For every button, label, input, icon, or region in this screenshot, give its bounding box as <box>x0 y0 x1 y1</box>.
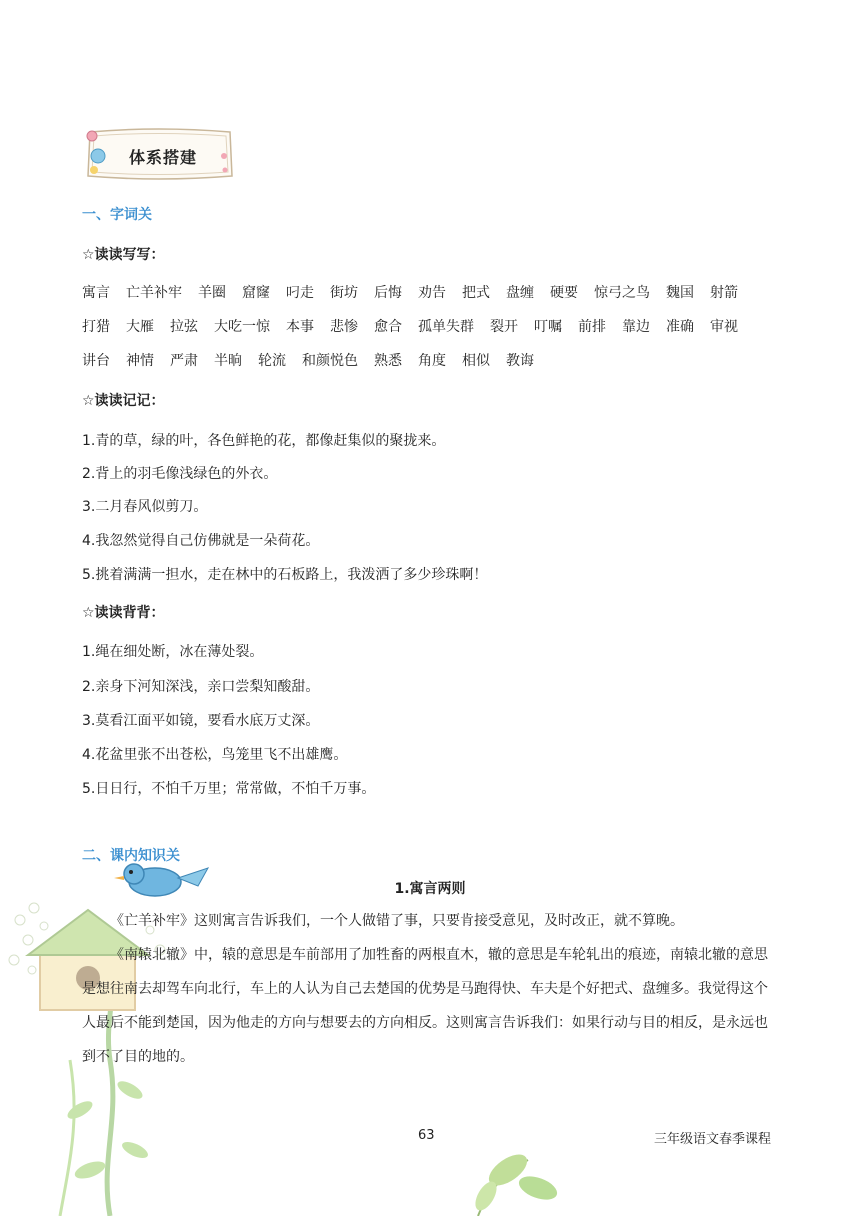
vocab-word: 魏国 <box>666 285 694 301</box>
vocab-word: 角度 <box>418 353 446 369</box>
vocab-word: 硬要 <box>550 285 578 301</box>
vocab-word: 神情 <box>126 353 154 369</box>
read-remember-label: ☆读读记记： <box>82 393 165 409</box>
vocab-word: 孤单失群 <box>418 319 474 335</box>
leaves-illustration <box>458 1140 578 1216</box>
vocab-word: 准确 <box>666 319 694 335</box>
lesson-paragraph: 《南辕北辙》中，辕的意思是车前部用了加牲畜的两根直木，辙的意思是车轮轧出的痕迹，南辕北辙的意思是想往南去却驾车向北行，车上的人认为自己去楚国的优势是马跑得快、车夫是个好把式、盘缠多。我觉得这个人最后不能到楚国，因为他走的方向与想要去的方向相反。这则寓言告诉我们：如果行动与目的相反，是永远也到不了目的地的。 <box>82 947 768 1065</box>
vocab-row <box>82 282 754 302</box>
read-recite-label: ☆读读背背： <box>82 605 165 621</box>
vocab-word: 叮嘱 <box>534 319 562 335</box>
remember-item: 3.二月春风似剪刀。 <box>82 499 208 515</box>
vocab-word: 拉弦 <box>170 319 198 335</box>
vocab-word: 大雁 <box>126 319 154 335</box>
vocab-word: 劝告 <box>418 285 446 301</box>
vocab-word: 叼走 <box>286 285 314 301</box>
vocab-word: 寓言 <box>82 285 110 301</box>
vocab-word: 亡羊补牢 <box>126 285 182 301</box>
vocab-word: 惊弓之鸟 <box>594 285 650 301</box>
vocab-word: 悲惨 <box>330 319 358 335</box>
vocab-word: 靠边 <box>622 319 650 335</box>
vocab-word: 相似 <box>462 353 490 369</box>
remember-item: 5.挑着满满一担水，走在林中的石板路上，我泼洒了多少珍珠啊！ <box>82 567 488 583</box>
section-heading-lesson-knowledge: 二、课内知识关 <box>82 848 180 864</box>
vocab-word: 讲台 <box>82 353 110 369</box>
vocab-word: 射箭 <box>710 285 738 301</box>
recite-item: 5.日日行，不怕千万里；常常做，不怕千万事。 <box>82 781 376 797</box>
vocab-row <box>82 350 550 370</box>
vocab-word: 把式 <box>462 285 490 301</box>
vocab-word: 裂开 <box>490 319 518 335</box>
vocab-word: 半晌 <box>214 353 242 369</box>
lesson-paragraph: 《亡羊补牢》这则寓言告诉我们，一个人做错了事，只要肯接受意见，及时改正，就不算晚。 <box>110 913 684 929</box>
section-heading-vocabulary: 一、字词关 <box>82 207 152 223</box>
vocab-word: 熟悉 <box>374 353 402 369</box>
vocab-word: 审视 <box>710 319 738 335</box>
banner-title: 体系搭建 <box>129 148 198 167</box>
recite-item: 3.莫看江面平如镜，要看水底万丈深。 <box>82 713 320 729</box>
remember-item: 1.青的草，绿的叶，各色鲜艳的花，都像赶集似的聚拢来。 <box>82 433 446 449</box>
vocab-word: 窟窿 <box>242 285 270 301</box>
recite-item: 1.绳在细处断，冰在薄处裂。 <box>82 644 264 660</box>
remember-item: 4.我忽然觉得自己仿佛就是一朵荷花。 <box>82 533 320 549</box>
recite-item: 2.亲身下河知深浅，亲口尝梨知酸甜。 <box>82 679 320 695</box>
page-number: 63 <box>418 1128 435 1143</box>
vocab-word: 和颜悦色 <box>302 353 358 369</box>
vocab-word: 盘缠 <box>506 285 534 301</box>
course-name: 三年级语文春季课程 <box>654 1132 772 1147</box>
read-write-label: ☆读读写写： <box>82 247 165 263</box>
vocab-row <box>82 316 754 336</box>
vocab-word: 教诲 <box>506 353 534 369</box>
vocab-word: 街坊 <box>330 285 358 301</box>
vocab-word: 愈合 <box>374 319 402 335</box>
recite-item: 4.花盆里张不出苍松，鸟笼里飞不出雄鹰。 <box>82 747 348 763</box>
vocab-word: 打猎 <box>82 319 110 335</box>
vocab-word: 前排 <box>578 319 606 335</box>
remember-item: 2.背上的羽毛像浅绿色的外衣。 <box>82 466 278 482</box>
vocab-word: 轮流 <box>258 353 286 369</box>
vocab-word: 后悔 <box>374 285 402 301</box>
lesson-title: 1.寓言两则 <box>394 881 466 897</box>
vocab-word: 大吃一惊 <box>214 319 270 335</box>
vocab-word: 羊圈 <box>198 285 226 301</box>
vocab-word: 严肃 <box>170 353 198 369</box>
vocab-word: 本事 <box>286 319 314 335</box>
